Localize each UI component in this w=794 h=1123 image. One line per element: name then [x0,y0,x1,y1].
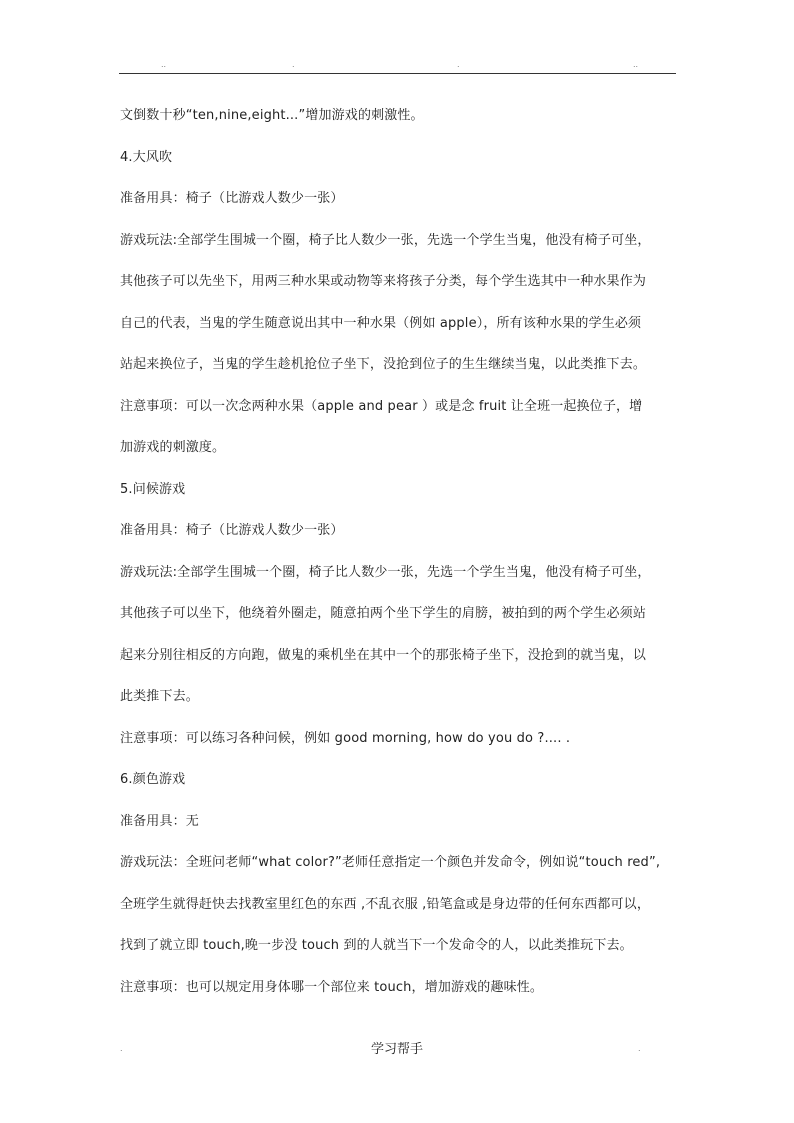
text-line: 注意事项：可以练习各种问候，例如 good morning, how do you do ?.... . [120,730,571,746]
footer-title: 学习帮手 [370,1042,423,1057]
text-line: 其他孩子可以先坐下，用两三种水果或动物等来将孩子分类，每个学生选其中一种水果作为 [120,274,647,289]
text-line: 全班学生就得赶快去找教室里红色的东西 ,不乱衣服 ,铅笔盒或是身边带的任何东西都可以， [120,896,650,912]
header-mark: . [457,60,460,69]
header-mark: . [292,60,295,69]
text-line: 加游戏的刺激度。 [120,440,226,455]
text-line: 找到了就立即 touch,晚一步没 touch 到的人就当下一个发命令的人，以此类推玩下去。 [120,938,633,953]
header-mark: .. [161,60,167,69]
document-body [120,108,680,1021]
text-line: 游戏玩法:全部学生围城一个圈，椅子比人数少一张，先选一个学生当鬼，他没有椅子可坐， [120,232,651,248]
text-line: 自己的代表，当鬼的学生随意说出其中一种水果（例如 apple），所有该种水果的学生必须 [120,315,642,331]
text-line: 游戏玩法：全班问老师“what color?”老师任意指定一个颜色并发命令，例如说“touch red”, [120,855,661,870]
header-mark: .. [633,60,639,69]
text-line: 其他孩子可以坐下，他绕着外圈走，随意拍两个坐下学生的肩膀，被拍到的两个学生必须站 [120,606,647,621]
text-line: 此类推下去。 [120,689,199,704]
text-line: 起来分别往相反的方向跑，做鬼的乘机坐在其中一个的那张椅子坐下，没抢到的就当鬼，以 [120,647,647,663]
footer-mark-left: . [120,1044,123,1053]
section-heading: 6.颜色游戏 [120,772,186,787]
text-line: 站起来换位子，当鬼的学生趁机抢位子坐下，没抢到位子的生生继续当鬼，以此类推下去。 [120,357,647,372]
section-heading: 4.大风吹 [120,149,173,165]
page-header [119,61,676,74]
text-line: 准备用具：无 [120,813,199,829]
text-line: 游戏玩法:全部学生围城一个圈，椅子比人数少一张，先选一个学生当鬼，他没有椅子可坐， [120,564,651,580]
text-line: 准备用具：椅子（比游戏人数少一张） [120,191,344,206]
section-heading: 5.问候游戏 [120,481,186,497]
footer-mark-right: . [638,1044,641,1053]
text-line: 注意事项：也可以规定用身体哪一个部位来 touch，增加游戏的趣味性。 [120,979,544,995]
text-line: 文倒数十秒“ten,nine,eight...”增加游戏的刺激性。 [120,108,424,123]
text-line: 准备用具：椅子（比游戏人数少一张） [120,523,344,538]
text-line: 注意事项：可以一次念两种水果（apple and pear ）或是念 fruit 让全班一起换位子，增 [120,398,643,414]
